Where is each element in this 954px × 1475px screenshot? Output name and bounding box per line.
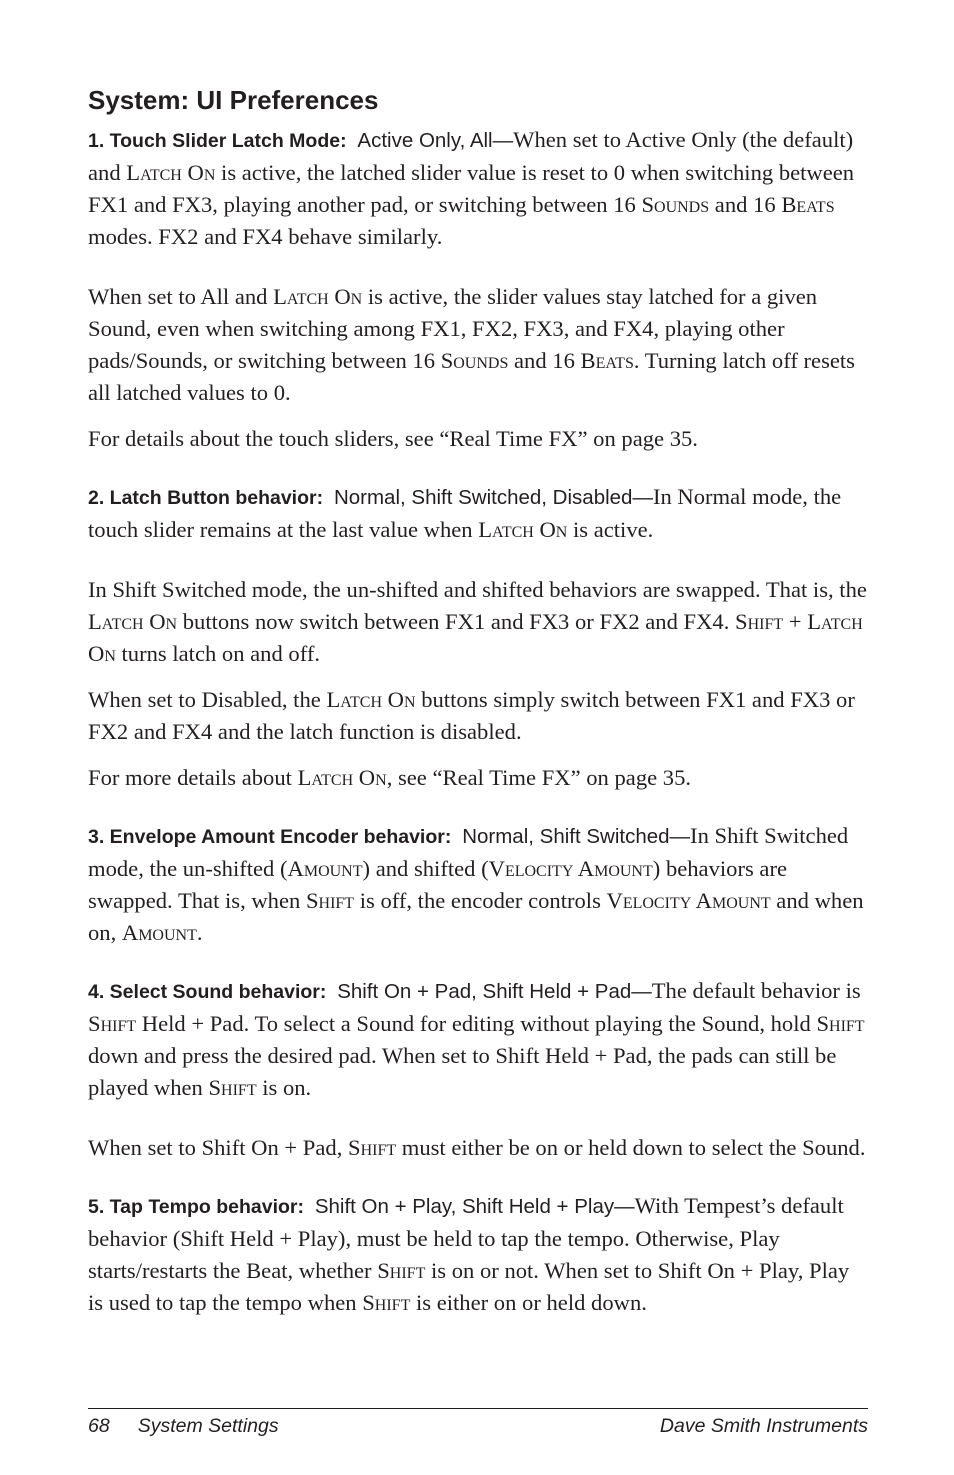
small-caps-term: Sounds xyxy=(641,192,710,217)
footer-left xyxy=(88,1411,279,1441)
section-content xyxy=(88,124,868,1319)
small-caps-term: Velocity Amount xyxy=(606,888,771,913)
item-2-paragraph: When set to Disabled, the Latch On buttons simply switch between FX1 and FX3 or FX2 and FX4 and the latch function is disabled. xyxy=(88,687,855,744)
item-label: 2. Latch Button behavior: xyxy=(88,487,334,509)
small-caps-term: Latch On xyxy=(478,517,568,542)
small-caps-term: Shift xyxy=(305,888,355,913)
small-caps-term: Shift xyxy=(816,1011,865,1036)
item-4-intro: 4. Select Sound behavior: Shift On + Pad, Shift Held + Pad—The default behavior is Shift Held + Pad. To select a Sound for editing without playing the Sound, hold Shift down and press the desired pad. When set to Shift Held + Pad, the pads can still be played when Shift is on. xyxy=(88,978,865,1100)
footer-brand: Dave Smith Instruments xyxy=(659,1415,868,1437)
item-options: Shift On + Pad, Shift Held + Pad— xyxy=(337,980,652,1003)
small-caps-term: Velocity Amount xyxy=(488,856,653,881)
small-caps-term: Beats xyxy=(580,348,634,373)
item-options: Shift On + Play, Shift Held + Play— xyxy=(314,1195,635,1218)
small-caps-term: Shift xyxy=(362,1290,411,1315)
item-2-intro: 2. Latch Button behavior: Normal, Shift Switched, Disabled—In Normal mode, the touch slider remains at the last value when Latch On is active. xyxy=(88,484,842,542)
small-caps-term: Sounds xyxy=(440,348,509,373)
item-4-paragraph: When set to Shift On + Pad, Shift must either be on or held down to select the Sound. xyxy=(88,1135,866,1160)
small-caps-term: Shift xyxy=(208,1075,257,1100)
item-options: Normal, Shift Switched— xyxy=(462,825,691,848)
item-label: 4. Select Sound behavior: xyxy=(88,981,338,1003)
small-caps-term: Latch On xyxy=(326,687,416,712)
small-caps-term: Latch On xyxy=(126,160,216,185)
page-number: 68 xyxy=(88,1415,110,1437)
page-footer xyxy=(88,1408,868,1441)
small-caps-term: Shift xyxy=(377,1258,426,1283)
item-5-intro: 5. Tap Tempo behavior: Shift On + Play, Shift Held + Play—With Tempest’s default behavior (Shift Held + Play), must be held to tap the tempo. Otherwise, Play starts/restarts the Beat, whether Shift is on or not. When set to Shift On + Play, Play is used to tap the tempo when Shift is either on or held down. xyxy=(88,1193,850,1315)
small-caps-term: Amount xyxy=(287,856,363,881)
item-1-paragraph: For details about the touch sliders, see “Real Time FX” on page 35. xyxy=(88,426,698,451)
small-caps-term: Shift xyxy=(735,609,784,634)
item-1-paragraph: When set to All and Latch On is active, the slider values stay latched for a given Sound, even when switching among FX1, FX2, FX3, and FX4, playing other pads/Sounds, or switching between 16 Sounds and 16 Beats. Turning latch off resets all latched values to 0. xyxy=(88,284,855,405)
small-caps-term: Latch On xyxy=(88,609,863,666)
section-heading: System: UI Preferences xyxy=(88,85,379,115)
item-label: 3. Envelope Amount Encoder behavior: xyxy=(88,826,463,848)
item-2-paragraph: In Shift Switched mode, the un-shifted and shifted behaviors are swapped. That is, the Latch On buttons now switch between FX1 and FX3 or FX2 and FX4. Shift + Latch On turns latch on and off. xyxy=(88,577,867,666)
item-options: Active Only, All— xyxy=(357,129,514,152)
item-label: 5. Tap Tempo behavior: xyxy=(88,1196,315,1218)
item-label: 1. Touch Slider Latch Mode: xyxy=(88,130,358,152)
item-options: Normal, Shift Switched, Disabled— xyxy=(333,486,653,509)
item-3-intro: 3. Envelope Amount Encoder behavior: Normal, Shift Switched—In Shift Switched mode, the un-shifted (Amount) and shifted (Velocity Amount) behaviors are swapped. That is, when Shift is off, the encoder controls Velocity Amount and when on, Amount. xyxy=(88,823,864,945)
item-2-paragraph: For more details about Latch On, see “Real Time FX” on page 35. xyxy=(88,765,692,790)
small-caps-term: Latch On xyxy=(273,284,363,309)
small-caps-term: Shift xyxy=(88,1011,137,1036)
item-1-intro: 1. Touch Slider Latch Mode: Active Only, All—When set to Active Only (the default) and Latch On is active, the latched slider value is reset to 0 when switching between FX1 and FX3, playing another pad, or switching between 16 Sounds and 16 Beats modes. FX2 and FX4 behave similarly. xyxy=(88,127,855,249)
small-caps-term: Latch On xyxy=(88,609,178,634)
small-caps-term: Amount xyxy=(121,920,197,945)
footer-section: System Settings xyxy=(137,1415,279,1437)
small-caps-term: Shift xyxy=(348,1135,397,1160)
small-caps-term: Latch On xyxy=(297,765,387,790)
small-caps-term: Beats xyxy=(781,192,835,217)
